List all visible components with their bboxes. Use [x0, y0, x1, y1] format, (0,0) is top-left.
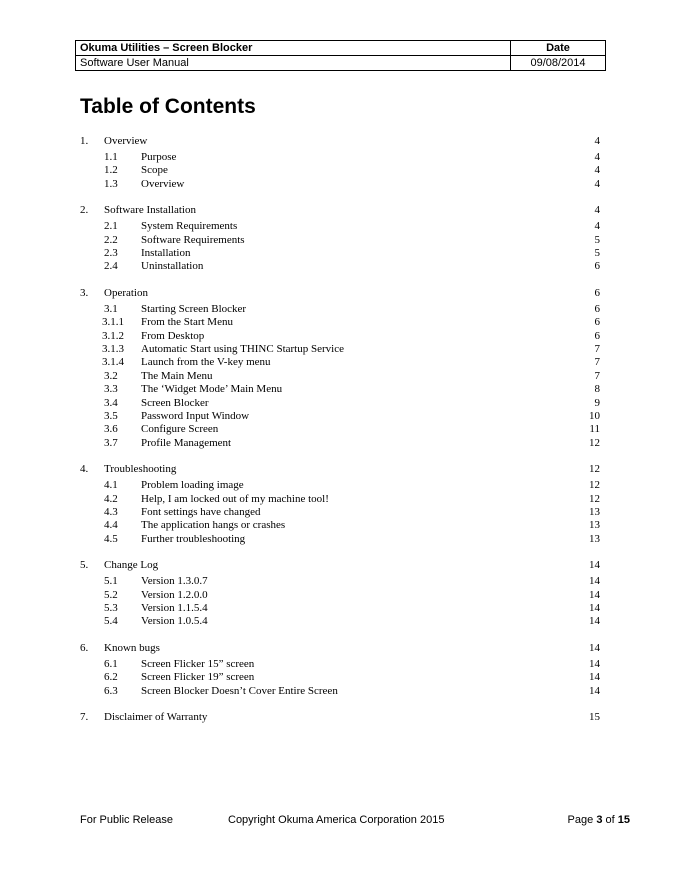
- toc-item-row[interactable]: [0, 589, 680, 602]
- toc-item-number: 3.6: [104, 423, 118, 436]
- toc-item-page: 4: [594, 177, 600, 190]
- footer-page-current: 3: [596, 814, 603, 826]
- toc-item-page: 7: [594, 369, 600, 382]
- footer-page-number: [568, 814, 630, 826]
- toc-item-title: From the Start Menu: [141, 316, 233, 329]
- footer-release: For Public Release: [80, 814, 173, 826]
- toc-item-number: 3.1.1: [102, 316, 124, 329]
- toc-section-title: Overview: [104, 135, 148, 147]
- toc-item-page: 6: [594, 302, 600, 315]
- toc-item-number: 4.4: [104, 519, 118, 532]
- toc-item-row[interactable]: [0, 383, 680, 396]
- header-subtitle: Software User Manual: [76, 56, 511, 71]
- toc-item-page: 14: [589, 588, 600, 601]
- toc-item-row[interactable]: [0, 316, 680, 329]
- toc-item-page: 14: [589, 602, 600, 614]
- toc-item-row[interactable]: [0, 506, 680, 519]
- toc-item-title: The Main Menu: [141, 369, 213, 382]
- toc-item-number: 5.4: [104, 615, 118, 628]
- toc-item-title: Uninstallation: [141, 260, 204, 273]
- toc-item-title: Screen Blocker: [141, 396, 209, 409]
- toc-item-title: Problem loading image: [141, 479, 244, 492]
- toc-item-row[interactable]: [0, 303, 680, 316]
- toc-item-page: 8: [594, 383, 600, 396]
- footer-copyright: Copyright Okuma America Corporation 2015: [228, 814, 445, 826]
- toc-item-page: 7: [594, 356, 600, 369]
- toc-item-number: 5.1: [104, 575, 118, 588]
- toc-item-page: 14: [589, 657, 600, 670]
- toc-section-number: 4.: [80, 463, 89, 476]
- toc-item-number: 6.3: [104, 684, 118, 697]
- toc-item-number: 3.1.3: [102, 343, 124, 355]
- toc-item-number: 3.5: [104, 410, 118, 422]
- toc-section-row[interactable]: [0, 642, 680, 655]
- toc-item-row[interactable]: [0, 343, 680, 356]
- toc-item-page: 4: [594, 164, 600, 177]
- toc-item-number: 2.3: [104, 247, 118, 259]
- toc-item-row[interactable]: [0, 615, 680, 628]
- toc-section-number: 7.: [80, 711, 89, 723]
- toc-item-row[interactable]: [0, 397, 680, 410]
- toc-item-title: Password Input Window: [141, 410, 250, 422]
- toc-section-number: 6.: [80, 641, 89, 654]
- toc-item-title: Purpose: [141, 151, 177, 163]
- footer-page-total: 15: [617, 814, 630, 826]
- toc-item-number: 3.2: [104, 369, 118, 382]
- toc-item-title: Software Requirements: [141, 233, 245, 246]
- toc-item-page: 12: [589, 492, 600, 505]
- toc-item-page: 13: [589, 519, 600, 532]
- toc-item-page: 4: [594, 151, 600, 163]
- toc-item-page: 14: [589, 684, 600, 697]
- header-title: Okuma Utilities – Screen Blocker: [76, 41, 511, 56]
- toc-item-page: 6: [594, 329, 600, 342]
- toc-section-row[interactable]: [0, 204, 680, 217]
- toc-item-page: 6: [594, 260, 600, 273]
- toc-item-title: Profile Management: [141, 436, 232, 449]
- toc-section-title: Troubleshooting: [104, 463, 177, 476]
- toc-item-number: 4.5: [104, 532, 118, 545]
- toc-item-row[interactable]: [0, 479, 680, 492]
- toc-section-title: Known bugs: [104, 641, 160, 654]
- toc-item-page: 14: [589, 671, 600, 684]
- toc-item-number: 6.1: [104, 657, 118, 670]
- toc-item-title: The ‘Widget Mode’ Main Menu: [141, 383, 283, 396]
- toc-item-page: 11: [589, 423, 600, 436]
- toc-item-page: 13: [589, 532, 600, 545]
- toc-section-number: 2.: [80, 204, 89, 217]
- toc-item-number: 1.1: [104, 151, 118, 163]
- toc-item-title: Overview: [141, 177, 185, 190]
- toc-item-title: Version 1.2.0.0: [141, 588, 208, 601]
- toc-item-title: Screen Flicker 19” screen: [141, 671, 255, 684]
- toc-item-number: 2.2: [104, 233, 118, 246]
- footer-page-word: Page: [567, 814, 594, 826]
- toc-item-title: Font settings have changed: [141, 506, 261, 518]
- header-date-label: Date: [511, 41, 606, 56]
- toc-item-number: 3.1: [104, 302, 118, 315]
- toc-item-title: Screen Flicker 15” screen: [141, 657, 255, 670]
- toc-item-number: 3.3: [104, 383, 118, 396]
- toc-section-number: 5.: [80, 559, 89, 572]
- toc-section-row[interactable]: [0, 287, 680, 300]
- toc-item-page: 12: [589, 479, 600, 492]
- toc-section-page: 12: [589, 463, 600, 476]
- toc-item-number: 4.2: [104, 492, 118, 505]
- toc-section-row[interactable]: [0, 135, 680, 148]
- toc-item-row[interactable]: [0, 533, 680, 546]
- toc-item-number: 5.2: [104, 588, 118, 601]
- toc-item-row[interactable]: [0, 685, 680, 698]
- toc-item-title: The application hangs or crashes: [141, 519, 286, 532]
- toc-item-page: 14: [589, 575, 600, 588]
- toc-item-row[interactable]: [0, 423, 680, 436]
- toc-item-title: Scope: [141, 164, 168, 177]
- toc-item-number: 5.3: [104, 602, 118, 614]
- toc-item-row[interactable]: [0, 247, 680, 260]
- toc-item-page: 5: [594, 247, 600, 259]
- toc-item-row[interactable]: [0, 178, 680, 191]
- toc-item-title: Launch from the V-key menu: [141, 356, 271, 369]
- toc-section-page: 14: [589, 559, 600, 572]
- toc-item-title: Installation: [141, 247, 191, 259]
- toc-section-title: Change Log: [104, 559, 159, 572]
- toc-item-number: 2.4: [104, 260, 118, 273]
- toc-item-row[interactable]: [0, 234, 680, 247]
- toc-item-page: 6: [594, 316, 600, 329]
- toc-section-row[interactable]: [0, 463, 680, 476]
- toc-item-row[interactable]: [0, 493, 680, 506]
- toc-item-number: 6.2: [104, 671, 118, 684]
- toc-item-page: 4: [594, 220, 600, 233]
- toc-item-number: 3.1.2: [102, 329, 124, 342]
- toc-item-page: 9: [594, 396, 600, 409]
- toc-section-page: 6: [594, 286, 600, 299]
- toc-section-page: 15: [589, 711, 600, 723]
- toc-item-number: 3.7: [104, 436, 118, 449]
- toc-item-title: Configure Screen: [141, 423, 219, 436]
- toc-item-page: 7: [594, 343, 600, 355]
- toc-section-page: 4: [594, 135, 600, 147]
- page-footer: [0, 814, 680, 828]
- toc-item-page: 13: [589, 506, 600, 518]
- toc-item-row[interactable]: [0, 437, 680, 450]
- toc-item-title: Version 1.3.0.7: [141, 575, 208, 588]
- toc-item-row[interactable]: [0, 671, 680, 684]
- toc-item-page: 14: [589, 615, 600, 628]
- toc-section-row[interactable]: [0, 711, 680, 724]
- toc-item-row[interactable]: [0, 519, 680, 532]
- toc-item-row[interactable]: [0, 330, 680, 343]
- toc-item-row[interactable]: [0, 575, 680, 588]
- toc-item-number: 4.1: [104, 479, 118, 492]
- toc-item-title: From Desktop: [141, 329, 205, 342]
- toc-item-title: Help, I am locked out of my machine tool!: [141, 492, 329, 505]
- toc-item-row[interactable]: [0, 602, 680, 615]
- toc-section-title: Operation: [104, 286, 148, 299]
- toc-item-number: 1.2: [104, 164, 118, 177]
- toc-item-title: Screen Blocker Doesn’t Cover Entire Screen: [141, 684, 338, 697]
- toc-item-row[interactable]: [0, 260, 680, 273]
- toc-section-number: 1.: [80, 135, 89, 147]
- toc-item-number: 4.3: [104, 506, 118, 518]
- toc-item-page: 12: [589, 436, 600, 449]
- toc-item-title: Further troubleshooting: [141, 532, 246, 545]
- toc-item-number: 3.4: [104, 396, 118, 409]
- toc-item-page: 10: [589, 410, 600, 422]
- toc-section-title: Software Installation: [104, 204, 196, 217]
- toc-section-title: Disclaimer of Warranty: [104, 711, 208, 723]
- toc-item-row[interactable]: [0, 370, 680, 383]
- toc-item-row[interactable]: [0, 151, 680, 164]
- toc-section-page: 14: [589, 641, 600, 654]
- toc-section-row[interactable]: [0, 559, 680, 572]
- toc-item-number: 2.1: [104, 220, 118, 233]
- toc-title: Table of Contents: [80, 95, 256, 118]
- toc-item-title: Version 1.0.5.4: [141, 615, 208, 628]
- toc-section-number: 3.: [80, 286, 89, 299]
- toc-item-title: System Requirements: [141, 220, 238, 233]
- toc-item-title: Starting Screen Blocker: [141, 302, 247, 315]
- toc-item-row[interactable]: [0, 410, 680, 423]
- toc-item-title: Automatic Start using THINC Startup Service: [141, 343, 344, 355]
- toc-item-number: 3.1.4: [102, 356, 124, 369]
- toc-section-page: 4: [594, 204, 600, 217]
- toc-item-title: Version 1.1.5.4: [141, 602, 208, 614]
- footer-of-word: of: [605, 814, 615, 826]
- toc-item-number: 1.3: [104, 177, 118, 190]
- toc-item-page: 5: [594, 233, 600, 246]
- toc-item-row[interactable]: [0, 356, 680, 369]
- toc-item-row[interactable]: [0, 220, 680, 233]
- toc-item-row[interactable]: [0, 658, 680, 671]
- header-date-value: 09/08/2014: [511, 56, 606, 71]
- toc-item-row[interactable]: [0, 164, 680, 177]
